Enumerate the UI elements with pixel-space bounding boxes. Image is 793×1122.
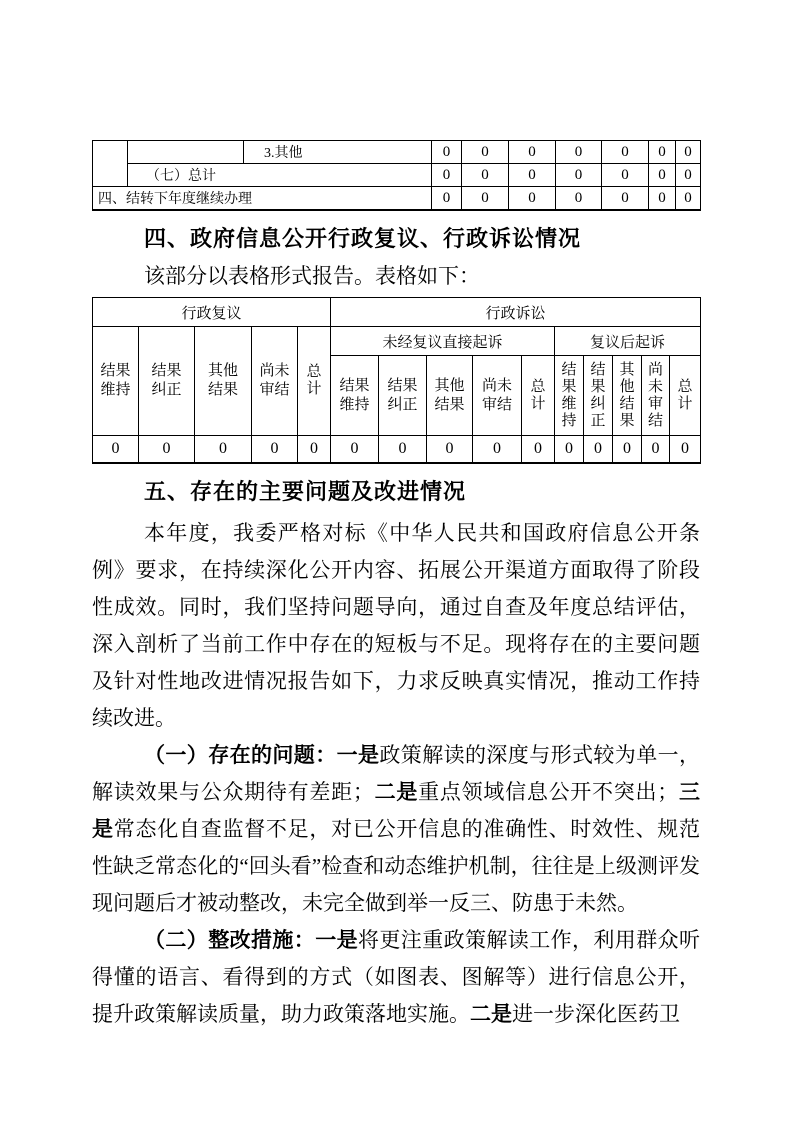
value-cell: 0 <box>649 187 676 211</box>
value-cell: 0 <box>509 141 556 164</box>
col-header: 其他结果 <box>195 327 252 436</box>
section5-heading: 五、存在的主要问题及改进情况 <box>144 479 467 504</box>
col-header: 结果维持 <box>555 356 584 436</box>
table-row <box>93 327 701 356</box>
section4-heading: 四、政府信息公开行政复议、行政诉讼情况 <box>144 226 582 251</box>
col-header: 结果纠正 <box>584 356 613 436</box>
value-cell: 0 <box>331 436 379 464</box>
col-header: 总计 <box>670 356 701 436</box>
review-litigation-table <box>92 297 701 464</box>
value-cell: 0 <box>427 436 473 464</box>
value-cell: 0 <box>642 436 670 464</box>
group-header-review: 行政复议 <box>93 298 331 327</box>
col-header: 结果纠正 <box>139 327 195 436</box>
value-cell: 0 <box>462 187 509 211</box>
table-row <box>93 436 701 464</box>
value-cell: 0 <box>462 164 509 187</box>
value-cell: 0 <box>509 164 556 187</box>
col-header: 其他结果 <box>427 356 473 436</box>
value-cell: 0 <box>432 164 462 187</box>
value-cell: 0 <box>602 164 649 187</box>
value-cell: 0 <box>676 141 701 164</box>
row-label: 四、结转下年度继续办理 <box>93 187 432 211</box>
section4-intro: 该部分以表格形式报告。表格如下： <box>144 264 480 288</box>
group-header-litigation: 行政诉讼 <box>331 298 701 327</box>
value-cell: 0 <box>602 141 649 164</box>
col-header: 结果维持 <box>93 327 139 436</box>
value-cell: 0 <box>676 187 701 211</box>
value-cell: 0 <box>462 141 509 164</box>
carryover-table <box>92 140 701 211</box>
col-header: 总计 <box>298 327 331 436</box>
value-cell: 0 <box>670 436 701 464</box>
paragraph-overview: 本年度，我委严格对标《中华人民共和国政府信息公开条例》要求，在持续深化公开内容、拓展公开渠道方面取得了阶段性成效。同时，我们坚持问题导向，通过自查及年度总结评估，深入剖析了当前工作中存在的短板与不足。现将存在的主要问题及针对性地改进情况报告如下，力求反映真实情况，推动工作持续改进。 <box>92 521 700 730</box>
paragraph-problems: （一）存在的问题：一是政策解读的深度与形式较为单一，解读效果与公众期待有差距；二是重点领域信息公开不突出；三是常态化自查监督不足，对已公开信息的准确性、时效性、规范性缺乏常态化的“回头看”检查和动态维护机制，往往是上级测评发现问题后才被动整改，未完全做到举一反三、防患于未然。 <box>92 743 701 915</box>
value-cell: 0 <box>676 164 701 187</box>
col-header: 结果维持 <box>331 356 379 436</box>
value-cell: 0 <box>556 164 602 187</box>
sub-header-after-review: 复议后起诉 <box>555 327 701 356</box>
col-header: 其他结果 <box>613 356 642 436</box>
col-header: 尚未审结 <box>473 356 522 436</box>
empty-cell <box>128 141 244 164</box>
value-cell: 0 <box>556 141 602 164</box>
row-label: （七）总计 <box>128 164 432 187</box>
paragraph-measures: （二）整改措施：一是将更注重政策解读工作，利用群众听得懂的语言、看得到的方式（如图表、图解等）进行信息公开，提升政策解读质量，助力政策落地实施。二是进一步深化医药卫 <box>92 928 700 1026</box>
value-cell: 0 <box>298 436 331 464</box>
value-cell: 0 <box>649 164 676 187</box>
value-cell: 0 <box>379 436 427 464</box>
value-cell: 0 <box>139 436 195 464</box>
col-header: 尚未审结 <box>252 327 298 436</box>
value-cell: 0 <box>649 141 676 164</box>
value-cell: 0 <box>602 187 649 211</box>
value-cell: 0 <box>509 187 556 211</box>
row-label: 3.其他 <box>244 141 432 164</box>
value-cell: 0 <box>432 187 462 211</box>
table-row <box>93 141 701 164</box>
col-header: 尚未审结 <box>642 356 670 436</box>
col-header: 结果纠正 <box>379 356 427 436</box>
value-cell: 0 <box>93 436 139 464</box>
value-cell: 0 <box>252 436 298 464</box>
table-row <box>93 187 701 211</box>
value-cell: 0 <box>195 436 252 464</box>
value-cell: 0 <box>584 436 613 464</box>
value-cell: 0 <box>522 436 555 464</box>
value-cell: 0 <box>613 436 642 464</box>
sub-header-direct: 未经复议直接起诉 <box>331 327 555 356</box>
value-cell: 0 <box>432 141 462 164</box>
value-cell: 0 <box>473 436 522 464</box>
value-cell: 0 <box>555 436 584 464</box>
document-content <box>92 140 700 1033</box>
col-header: 总计 <box>522 356 555 436</box>
value-cell: 0 <box>556 187 602 211</box>
table-row <box>93 298 701 327</box>
table-row <box>93 164 701 187</box>
empty-cell <box>93 141 128 187</box>
